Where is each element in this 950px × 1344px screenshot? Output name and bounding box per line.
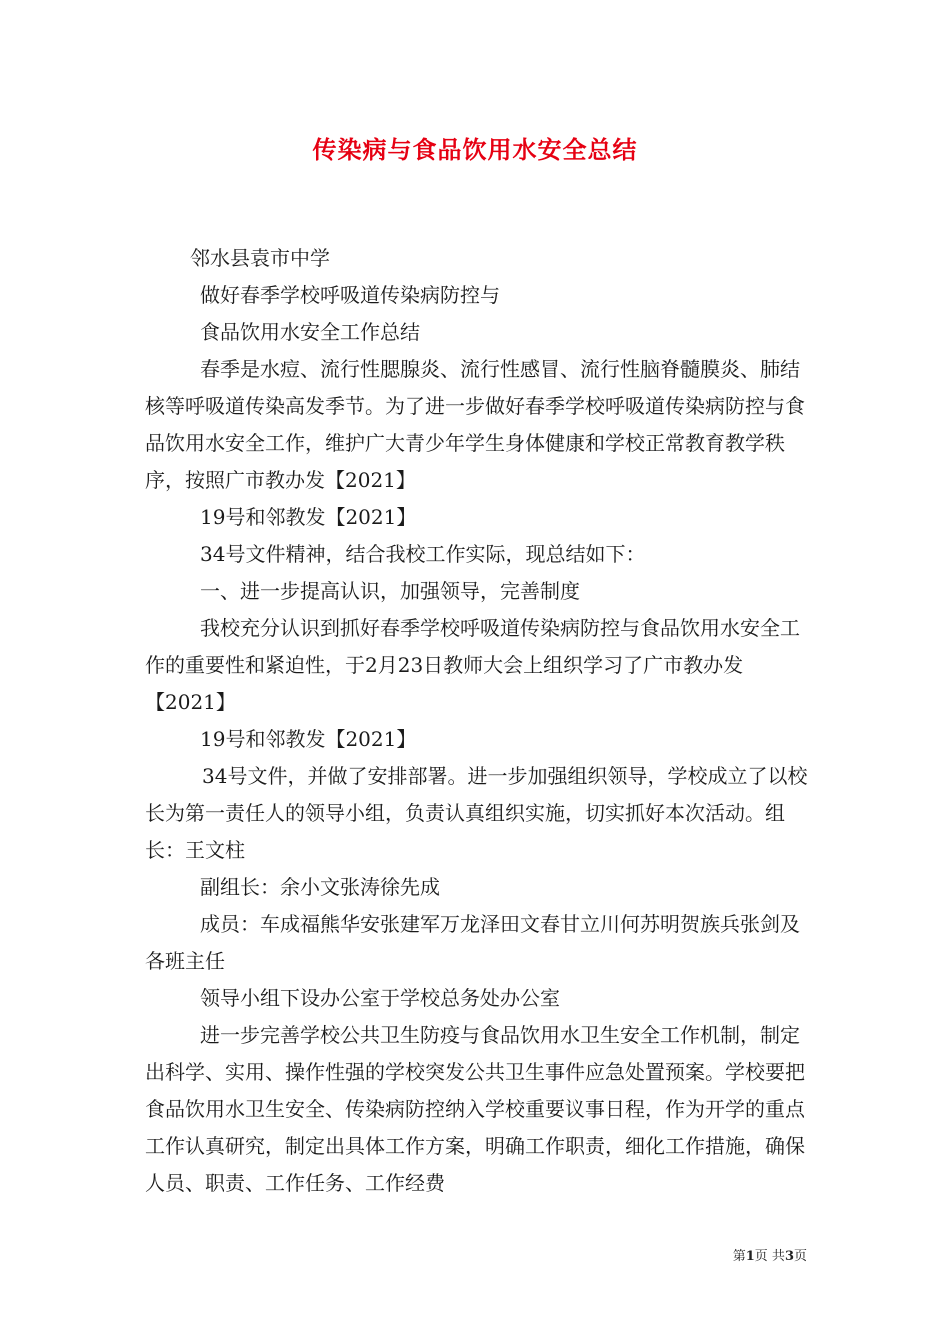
paragraph-members: 成员：车成福熊华安张建军万龙泽田文春甘立川何苏明贺族兵张剑及各班主任 xyxy=(145,912,800,973)
paragraph-mechanism: 进一步完善学校公共卫生防疫与食品饮用水卫生安全工作机制，制定出科学、实用、操作性强的学校突发公共卫生事件应急处置预案。学校要把食品饮用水卫生安全、传染病防控纳入学校重要议事日程，作为开学的重点工作认真研究，制定出具体工作方案，明确工作职责，细化工作措施，确保人员、职责、工作任务、工作经费 xyxy=(145,1023,805,1195)
report-heading-line-1: 做好春季学校呼吸道传染病防控与 xyxy=(200,283,500,307)
paragraph-deputy-leaders: 副组长：余小文张涛徐先成 xyxy=(200,875,440,899)
paragraph-doc-ref-2: 19号和邻教发【2021】 xyxy=(200,727,417,751)
page-number-footer xyxy=(733,1248,807,1266)
paragraph-doc-ref: 19号和邻教发【2021】 xyxy=(200,505,417,529)
school-name: 邻水县袁市中学 xyxy=(190,246,330,270)
paragraph-office: 领导小组下设办公室于学校总务处办公室 xyxy=(200,986,560,1010)
page-mid: 页 共 xyxy=(754,1249,785,1264)
paragraph-awareness: 我校充分认识到抓好春季学校呼吸道传染病防控与食品饮用水安全工作的重要性和紧迫性，于2月23日教师大会上组织学习了广市教办发【2021】 xyxy=(145,616,800,714)
paragraph-summary-lead: 34号文件精神，结合我校工作实际，现总结如下： xyxy=(200,542,646,566)
document-title: 传染病与食品饮用水安全总结 xyxy=(312,135,638,164)
total-pages: 3 xyxy=(784,1249,794,1264)
current-page: 1 xyxy=(745,1249,755,1264)
paragraph-intro: 春季是水痘、流行性腮腺炎、流行性感冒、流行性脑脊髓膜炎、肺结核等呼吸道传染高发季节。为了进一步做好春季学校呼吸道传染病防控与食品饮用水安全工作，维护广大青少年学生身体健康和学校正常教育教学秩序，按照广市教办发【2021】 xyxy=(145,357,805,492)
section-heading-1: 一、进一步提高认识，加强领导，完善制度 xyxy=(200,579,580,603)
report-heading-line-2: 食品饮用水安全工作总结 xyxy=(200,320,420,344)
paragraph-leadership: 34号文件，并做了安排部署。进一步加强组织领导，学校成立了以校长为第一责任人的领导小组，负责认真组织实施，切实抓好本次活动。组长：王文柱 xyxy=(145,764,808,862)
page-prefix: 第 xyxy=(732,1249,746,1264)
document-body xyxy=(145,240,815,1202)
page-suffix: 页 xyxy=(793,1249,807,1264)
